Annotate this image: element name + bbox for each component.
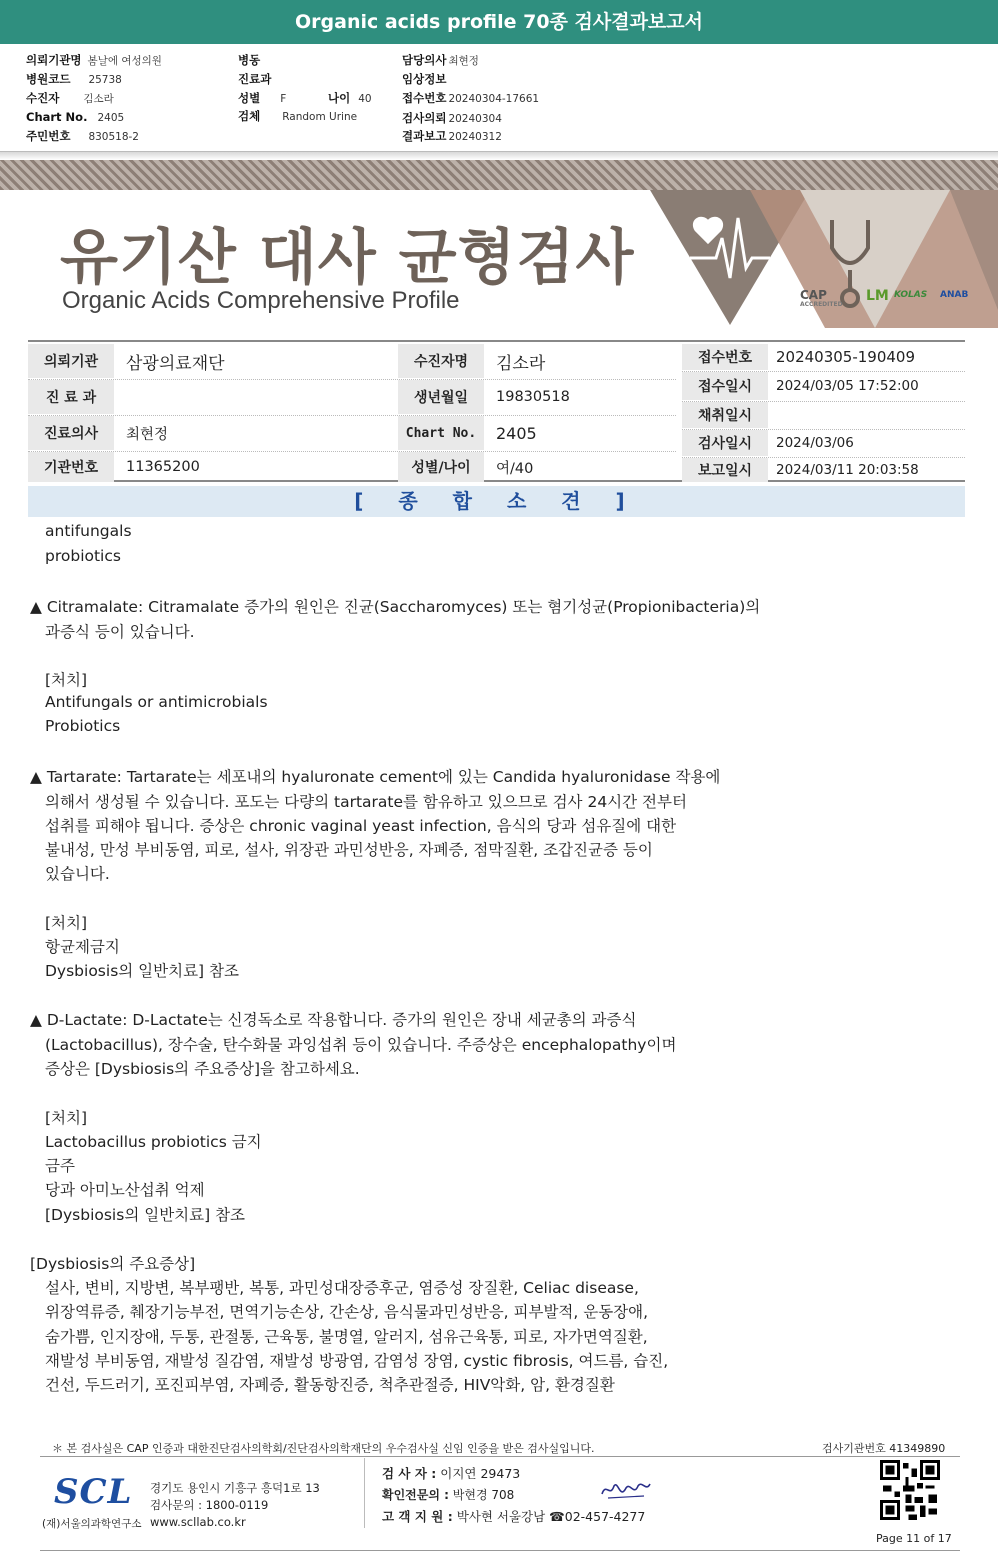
body-line: 위장역류증, 췌장기능부전, 면역기능손상, 간손상, 음식물과민성반응, 피부발적, 운동장애, <box>45 1303 649 1321</box>
body-line: [Dysbiosis의 주요증상] <box>30 1255 196 1273</box>
summary-resident-no: 주민번호 830518-2 <box>26 129 139 143</box>
table-divider <box>682 457 965 458</box>
body-line: 과증식 등이 있습니다. <box>45 623 195 641</box>
label-patient-name: 수진자명 <box>398 344 484 378</box>
body-line: 건선, 두드러기, 포진피부염, 자폐증, 활동항진증, 척추관절증, HIV악화, 암, 환경질환 <box>45 1376 615 1394</box>
summary-clinical-info: 임상정보 <box>402 72 447 86</box>
summary-sex: 성별 F <box>238 91 287 105</box>
summary-report-date: 결과보고 20240312 <box>402 129 502 143</box>
body-line: 불내성, 만성 부비동염, 피로, 설사, 위장관 과민성반응, 자폐증, 점막질환, 조갑진균증 등이 <box>45 841 653 859</box>
page-number: Page 11 of 17 <box>876 1532 952 1545</box>
body-line: probiotics <box>45 547 121 565</box>
value-collection-datetime <box>766 402 966 428</box>
body-line: 증상은 [Dysbiosis의 주요증상]을 참고하세요. <box>45 1060 360 1078</box>
footer-notice: ＊ 본 검사실은 CAP 인증과 대한진단검사의학회/진단검사의학재단의 우수검사실 신임 인증을 받은 검사실입니다. <box>52 1442 595 1455</box>
value-test-datetime: 2024/03/06 <box>776 435 854 451</box>
footer-vdivider <box>364 1458 365 1528</box>
value-receipt-datetime: 2024/03/05 17:52:00 <box>776 378 919 394</box>
value-report-datetime: 2024/03/11 20:03:58 <box>776 462 919 478</box>
label-doctor: 진료의사 <box>28 416 114 450</box>
summary-receipt-no: 접수번호 20240304-17661 <box>402 91 540 105</box>
value-patient-name: 김소라 <box>496 353 546 374</box>
accreditation-logos <box>800 286 970 312</box>
body-line: 설사, 변비, 지방변, 복부팽반, 복통, 과민성대장증후군, 염증성 장질환, Celiac disease, <box>45 1279 639 1297</box>
label-birth-date: 생년월일 <box>398 380 484 414</box>
table-divider <box>682 401 965 402</box>
label-report-datetime: 보고일시 <box>682 458 768 482</box>
signature-image <box>598 1476 654 1504</box>
kolas-logo: KOLAS <box>894 290 928 300</box>
summary-chart-no: Chart No. 2405 <box>26 110 125 124</box>
banner-title-en: Organic Acids Comprehensive Profile <box>62 287 460 314</box>
footer-address: 경기도 용인시 기흥구 흥덕1로 13 <box>150 1481 320 1495</box>
scl-logo: SCL <box>54 1472 133 1512</box>
footer-org-name: (재)서울의과학연구소 <box>42 1518 142 1530</box>
body-line: [처치] <box>45 671 88 689</box>
body-line: 있습니다. <box>45 865 110 883</box>
summary-age: 나이 40 <box>328 91 372 105</box>
footer-bottom-line <box>40 1550 960 1551</box>
body-line: 의해서 생성될 수 있습니다. 포도는 다량의 tartarate를 함유하고 있으므로 검사 24시간 전부터 <box>45 793 687 811</box>
footer-inquiry: 검사문의 : 1800-0119 <box>150 1498 269 1512</box>
body-line: ▲ Tartarate: Tartarate는 세포내의 hyaluronate cement에 있는 Candida hyaluronidase 작용에 <box>30 768 721 786</box>
body-line: 항균제금지 <box>45 938 120 956</box>
body-line: ▲ Citramalate: Citramalate 증가의 원인은 진균(Saccharomyces) 또는 혐기성균(Propionibacteria)의 <box>30 598 761 616</box>
footer-specialist: 확인전문의 : 박현경 708 <box>382 1488 515 1502</box>
label-institution-no: 기관번호 <box>28 452 114 482</box>
summary-request-date: 검사의뢰 20240304 <box>402 111 502 125</box>
body-line: (Lactobacillus), 장수술, 탄수화물 과잉섭취 등이 있습니다. 주증상은 encephalopathy이며 <box>45 1036 677 1054</box>
body-line: ▲ D-Lactate: D-Lactate는 신경독소로 작용합니다. 증가의 원인은 장내 세균총의 과증식 <box>30 1011 637 1029</box>
label-receipt-no: 접수번호 <box>682 344 768 370</box>
label-sex-age: 성별/나이 <box>398 452 484 482</box>
label-test-datetime: 검사일시 <box>682 430 768 456</box>
body-line: [처치] <box>45 914 88 932</box>
body-line: 섭취를 피해야 됩니다. 증상은 chronic vaginal yeast infection, 음식의 당과 섬유질에 대한 <box>45 817 677 835</box>
summary-patient: 수진자 김소라 <box>26 91 114 105</box>
value-sex-age: 여/40 <box>496 460 534 477</box>
table-divider <box>682 429 965 430</box>
footer-lab-number: 검사기관번호 41349890 <box>822 1442 946 1455</box>
summary-requester: 의뢰기관명 봄날에 여성의원 <box>26 53 162 67</box>
body-line: 숨가쁨, 인지장애, 두통, 관절통, 근육통, 불명열, 알러지, 섬유근육통, 피로, 자가면역질환, <box>45 1328 648 1346</box>
footer-examiner: 검 사 자 : 이지연 29473 <box>382 1466 521 1481</box>
value-chart-no: 2405 <box>496 423 537 443</box>
cap-logo: CAP <box>800 288 827 302</box>
body-line: Antifungals or antimicrobials <box>45 693 268 711</box>
divider-shadow <box>0 152 998 160</box>
label-department: 진 료 과 <box>28 380 114 414</box>
summary-specimen: 검체 Random Urine <box>238 109 358 123</box>
value-doctor: 최현정 <box>126 426 169 443</box>
body-line: 당과 아미노산섭취 억제 <box>45 1181 205 1199</box>
label-chart-no: Chart No. <box>398 416 484 450</box>
table-divider <box>28 451 676 452</box>
value-birth-date: 19830518 <box>496 389 570 405</box>
value-institution-no: 11365200 <box>126 459 200 475</box>
body-line: Lactobacillus probiotics 금지 <box>45 1133 262 1151</box>
table-divider <box>682 371 965 372</box>
body-line: Probiotics <box>45 717 121 735</box>
body-line: 금주 <box>45 1157 75 1175</box>
body-line: [처치] <box>45 1109 88 1127</box>
lm-logo: LM <box>866 288 889 304</box>
summary-doctor: 담당의사 최현정 <box>402 53 479 67</box>
cap-accredited-text: ACCREDITED <box>800 301 843 308</box>
summary-department: 진료과 <box>238 72 272 86</box>
table-divider <box>28 379 676 380</box>
body-line: [Dysbiosis의 일반치료] 참조 <box>45 1206 246 1224</box>
footer-support: 고 객 지 원 : 박사현 서울강남 ☎02-457-4277 <box>382 1509 646 1524</box>
label-requester: 의뢰기관 <box>28 344 114 378</box>
summary-hospital-code: 병원코드 25738 <box>26 72 122 86</box>
footer-divider <box>40 1456 960 1457</box>
section-heading-summary: [ 종 합 소 견 ] <box>28 486 965 517</box>
value-receipt-no: 20240305-190409 <box>776 348 916 366</box>
table-divider <box>28 415 676 416</box>
banner-title-ko: 유기산 대사 균형검사 <box>60 223 635 293</box>
label-receipt-datetime: 접수일시 <box>682 372 768 400</box>
value-department <box>116 380 396 414</box>
value-requester: 삼광의료재단 <box>126 353 225 374</box>
label-collection-datetime: 채취일시 <box>682 402 768 428</box>
report-title: Organic acids profile 70종 검사결과보고서 <box>0 0 998 44</box>
summary-info <box>0 44 998 152</box>
qr-code-icon <box>880 1460 940 1520</box>
anab-logo: ANAB <box>940 290 969 300</box>
summary-ward: 병동 <box>238 53 261 67</box>
patient-info-table <box>28 340 965 482</box>
body-line: Dysbiosis의 일반치료] 참조 <box>45 962 239 980</box>
body-line: 재발성 부비동염, 재발성 질감염, 재발성 방광염, 감염성 장염, cystic fibrosis, 여드름, 습진, <box>45 1352 669 1370</box>
footer-website[interactable]: www.scllab.co.kr <box>150 1515 246 1529</box>
body-line: antifungals <box>45 522 132 540</box>
